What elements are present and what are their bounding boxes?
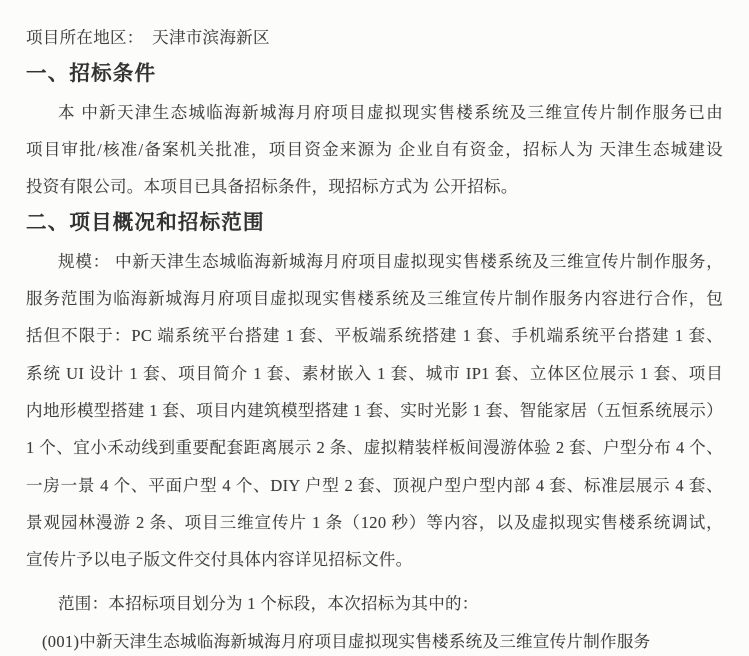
document-line: 项目审批/核准/备案机关批准，项目资金来源为 企业自有资金，招标人为 天津生态城建设 [26,139,723,159]
document-line: 本 中新天津生态城临海新城海月府项目虚拟现实售楼系统及三维宣传片制作服务已由 [58,102,723,122]
document-line: 一房一景 4 个、平面户型 4 个、DIY 户型 2 套、顶视户型户型内部 4 套、标准层展示 4 套、 [26,475,723,495]
document-line: 服务范围为临海新城海月府项目虚拟现实售楼系统及三维宣传片制作服务内容进行合作，包 [26,289,723,309]
document-line: 括但不限于：PC 端系统平台搭建 1 套、平板端系统搭建 1 套、手机端系统平台搭建 1 套、 [26,326,723,346]
document-line: 内地形模型搭建 1 套、项目内建筑模型搭建 1 套、实时光影 1 套、智能家居（五恒系统展示） [26,400,723,420]
document-line: 景观园林漫游 2 条、项目三维宣传片 1 条（120 秒）等内容，以及虚拟现实售楼系统调试， [26,512,723,532]
scope-line: 范围：本招标项目划分为 1 个标段，本次招标为其中的： [58,594,479,614]
bid-item-line: (001)中新天津生态城临海新城海月府项目虚拟现实售楼系统及三维宣传片制作服务 [42,631,651,651]
section-2-heading: 二、项目概况和招标范围 [26,212,265,235]
document-line: 投资有限公司。本项目已具备招标条件，现招标方式为 公开招标。 [26,177,518,197]
document-line: 规模： 中新天津生态城临海新城海月府项目虚拟现实售楼系统及三维宣传片制作服务， [58,251,723,271]
document-line: 宣传片予以电子版文件交付具体内容详见招标文件。 [26,550,413,570]
section-1-heading: 一、招标条件 [26,63,157,86]
document-line: 1 个、宜小禾动线到重要配套距离展示 2 条、虚拟精装样板间漫游体验 2 套、户型分布 4 个、 [26,438,723,458]
project-location-line: 项目所在地区： 天津市滨海新区 [26,28,270,47]
document-line: 系统 UI 设计 1 套、项目简介 1 套、素材嵌入 1 套、城市 IP1 套、立体区位展示 1 套、项目 [26,363,723,383]
